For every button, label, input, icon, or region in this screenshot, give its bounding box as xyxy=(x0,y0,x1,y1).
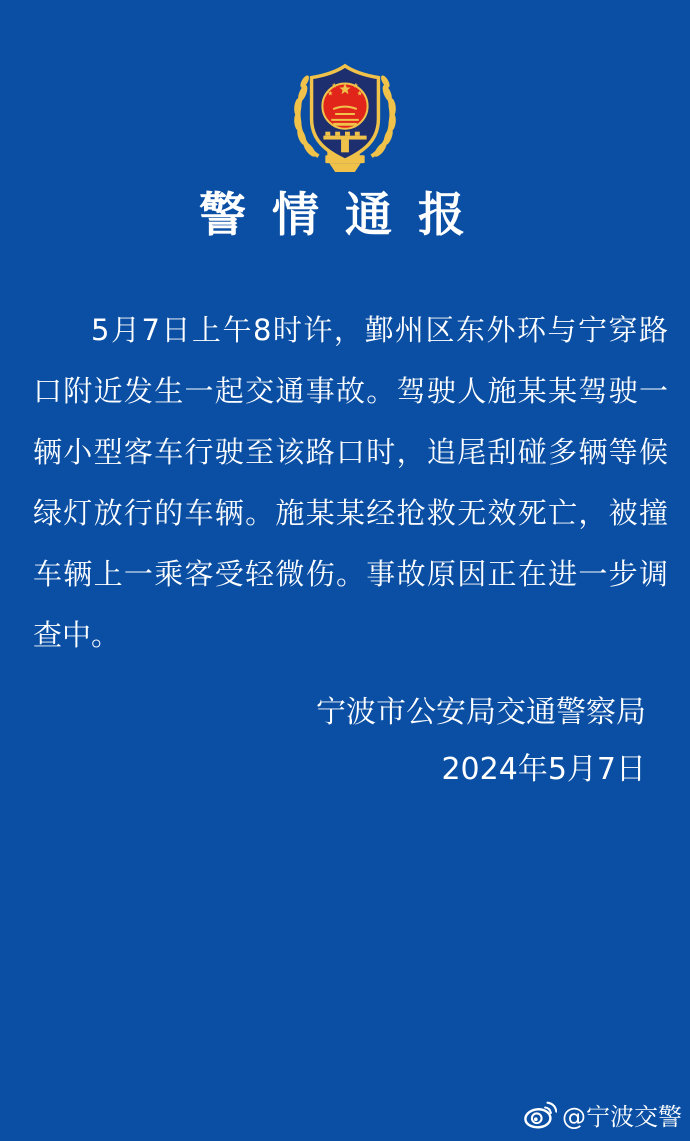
body-line-3: 辆小型客车行驶至该路口时，追尾刮碰多辆等候 xyxy=(33,435,668,469)
notice-title: 警情通报 xyxy=(199,190,491,242)
body-line-5: 车辆上一乘客受轻微伤。事故原因正在进一步调 xyxy=(33,557,668,591)
watermark xyxy=(523,1097,682,1132)
weibo-icon xyxy=(523,1101,557,1129)
agency-name: 宁波市公安局交通警察局 xyxy=(316,695,646,730)
body-line-4: 绿灯放行的车辆。施某某经抢救无效死亡，被撞 xyxy=(33,496,668,530)
body-line-2: 口附近发生一起交通事故。驾驶人施某某驾驶一 xyxy=(33,374,668,408)
notice-date: 2024年5月7日 xyxy=(441,752,646,787)
police-badge-icon xyxy=(286,52,404,174)
shield xyxy=(312,66,379,160)
body-line-1: 5月7日上午8时许，鄞州区东外环与宁穿路 xyxy=(91,313,668,347)
watermark-handle: @宁波交警 xyxy=(562,1103,682,1131)
body-line-6: 查中。 xyxy=(33,618,121,652)
signature-block xyxy=(0,684,646,798)
notice-body xyxy=(33,300,668,666)
